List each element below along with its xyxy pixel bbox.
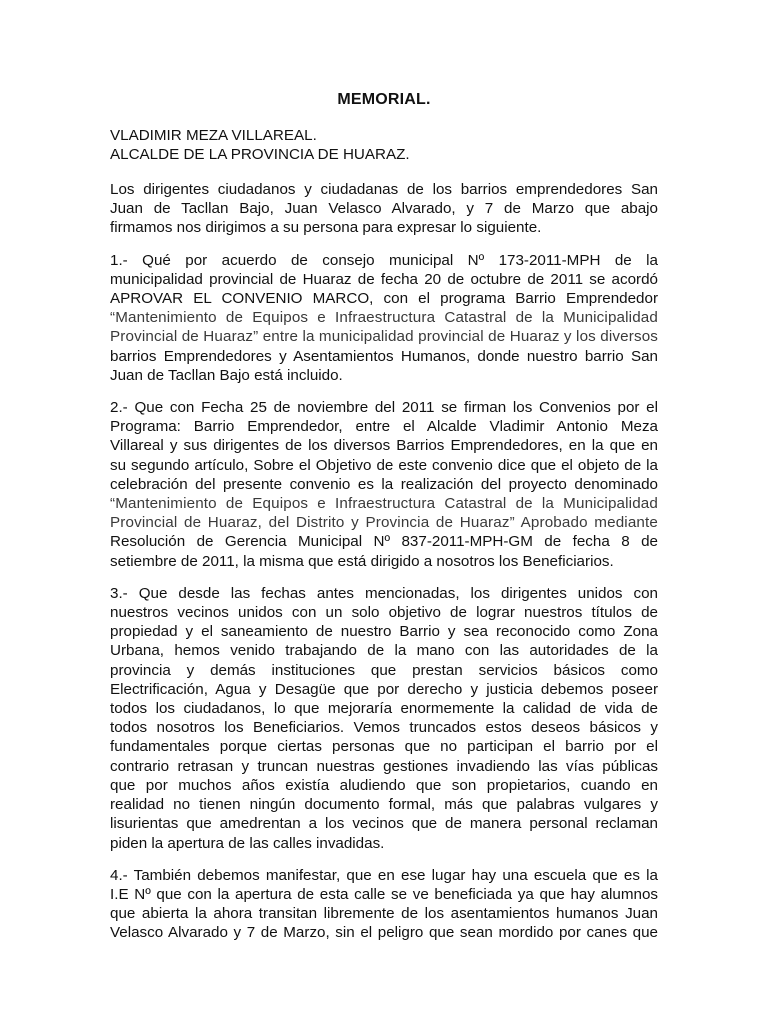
paragraph-line: Electrificación, Agua y Desagüe que por derecho y justicia debemos poseer <box>110 680 658 698</box>
paragraph-line: setiembre de 2011, la misma que está dirigido a nosotros los Beneficiarios. <box>110 552 614 570</box>
paragraph-line: firmamos nos dirigimos a su persona para expresar lo siguiente. <box>110 219 542 237</box>
addressee-name: VLADIMIR MEZA VILLAREAL. <box>110 127 317 144</box>
paragraph-line: Resolución de Gerencia Municipal Nº 837-2011-MPH-GM de fecha 8 de <box>110 533 658 551</box>
paragraph-line: Juan de Tacllan Bajo, Juan Velasco Alvarado, y 7 de Marzo que abajo <box>110 200 658 218</box>
paragraph-line: contrario retrasan y truncan nuestras gestiones invadiendo las vías públicas <box>110 757 658 775</box>
paragraph-line: que por muchos años existía aludiendo que son propietarios, cuando en <box>110 776 658 794</box>
paragraph-line: realidad no tienen ningún documento formal, más que palabras vulgares y <box>110 796 658 814</box>
paragraph-line: Programa: Barrio Emprendedor, entre el Alcalde Vladimir Antonio Meza <box>110 418 658 436</box>
paragraph-line: su segundo artículo, Sobre el Objetivo de este convenio dice que el objeto de la <box>110 456 658 474</box>
paragraph-line: “Mantenimiento de Equipos e Infraestructura Catastral de la Municipalidad <box>110 309 658 327</box>
paragraph-line: Velasco Alvarado y 7 de Marzo, sin el peligro que sean mordido por canes que <box>110 924 658 942</box>
paragraph-line: 4.- También debemos manifestar, que en ese lugar hay una escuela que es la <box>110 866 658 884</box>
paragraph-line: Juan de Tacllan Bajo está incluido. <box>110 366 343 384</box>
document-page <box>110 90 658 956</box>
paragraph-4 <box>110 584 658 853</box>
paragraph-line: todos nosotros los Beneficiarios. Vemos truncados estos deseos básicos y <box>110 719 658 737</box>
paragraph-line: APROVAR EL CONVENIO MARCO, con el programa Barrio Emprendedor <box>110 290 658 308</box>
paragraph-line: lisurientas que amedrentan a los vecinos que de manera personal reclaman <box>110 815 658 833</box>
paragraph-line: “Mantenimiento de Equipos e Infraestructura Catastral de la Municipalidad <box>110 495 658 513</box>
paragraph-line: todos los ciudadanos, lo que mejoraría enormemente la calidad de vida de <box>110 700 658 718</box>
document-title: MEMORIAL. <box>337 91 431 108</box>
paragraph-line: propiedad y el saneamiento de nuestro Barrio y sea reconocido como Zona <box>110 623 658 641</box>
paragraph-line: celebración del presente convenio es la realización del proyecto denominado <box>110 475 658 493</box>
addressee-block <box>110 126 658 164</box>
paragraph-3 <box>110 398 658 571</box>
paragraph-line: Provincial de Huaraz” entre la municipalidad provincial de Huaraz y los diversos <box>110 328 659 346</box>
paragraph-line: 1.- Qué por acuerdo de consejo municipal Nº 173-2011-MPH de la <box>110 251 658 269</box>
paragraph-line: 2.- Que con Fecha 25 de noviembre del 2011 se firman los Convenios por el <box>110 399 658 417</box>
paragraph-5 <box>110 866 658 943</box>
paragraph-line: provincia y demás instituciones que prestan servicios básicos como <box>110 661 658 679</box>
paragraph-2 <box>110 251 658 385</box>
paragraph-line: que abierta la ahora transitan libremente de los asentamientos humanos Juan <box>110 905 658 923</box>
paragraph-line: 3.- Que desde las fechas antes mencionadas, los dirigentes unidos con <box>110 584 658 602</box>
addressee-position: ALCALDE DE LA PROVINCIA DE HUARAZ. <box>110 146 410 163</box>
paragraph-1 <box>110 180 658 238</box>
paragraph-line: I.E Nº que con la apertura de esta calle se ve beneficiada ya que hay alumnos <box>110 885 658 903</box>
paragraph-line: municipalidad provincial de Huaraz de fecha 20 de octubre de 2011 se acordó <box>110 270 658 288</box>
paragraph-line: Los dirigentes ciudadanos y ciudadanas de los barrios emprendedores San <box>110 181 658 198</box>
paragraph-line: nuestros vecinos unidos con un solo objetivo de lograr nuestros títulos de <box>110 604 658 622</box>
paragraph-line: Urbana, hemos venido trabajando de la mano con las autoridades de la <box>110 642 658 660</box>
paragraph-line: Villareal y sus dirigentes de los diversos Barrios Emprendedores, en la que en <box>110 437 658 455</box>
paragraphs-container <box>110 180 658 943</box>
paragraph-line: barrios Emprendedores y Asentamientos Humanos, donde nuestro barrio San <box>110 347 658 365</box>
paragraph-line: piden la apertura de las calles invadidas. <box>110 834 385 852</box>
paragraph-line: Provincial de Huaraz, del Distrito y Provincia de Huaraz” Aprobado mediante <box>110 514 658 532</box>
paragraph-line: fundamentales porque ciertas personas que no participan el barrio por el <box>110 738 658 756</box>
